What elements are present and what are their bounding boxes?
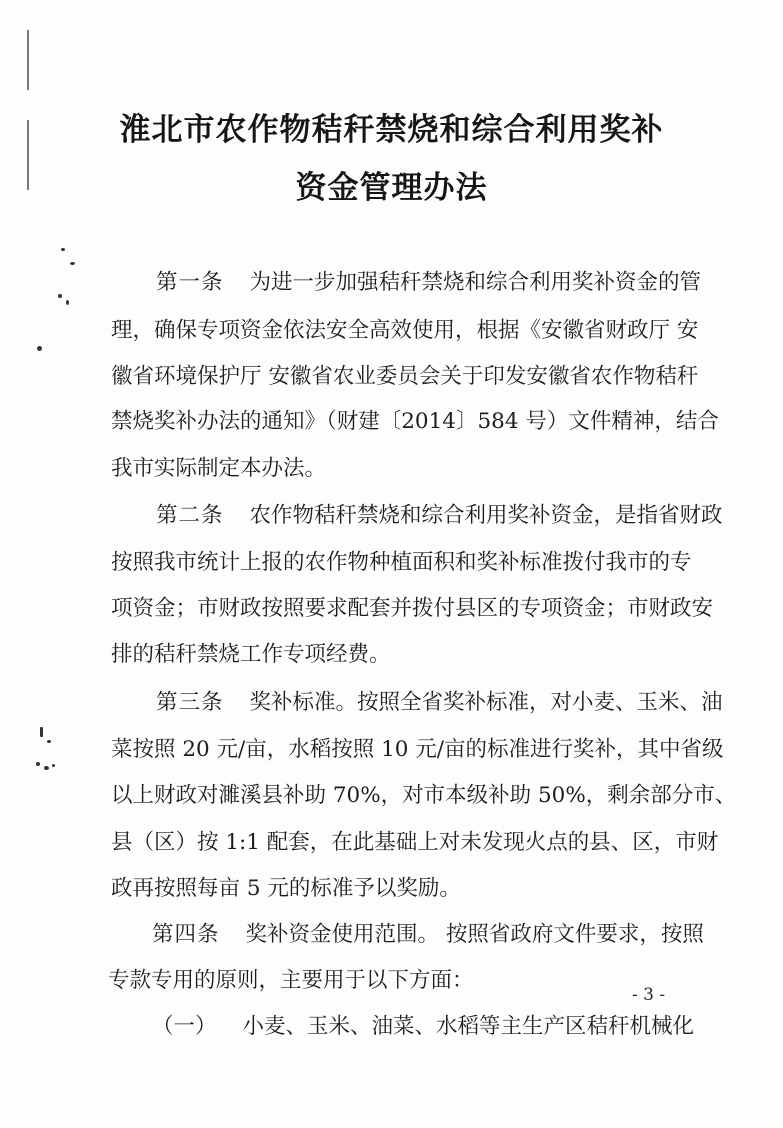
article-1-line: 理，确保专项资金依法安全高效使用，根据《安徽省财政厅 安 — [111, 318, 699, 343]
scan-speck — [44, 766, 49, 770]
article-1-line: 徽省环境保护厅 安徽省农业委员会关于印发安徽省农作物秸秆 — [111, 364, 699, 389]
article-3-line: 政再按照每亩 5 元的标准予以奖励。 — [111, 876, 461, 901]
scan-speck — [36, 762, 40, 766]
scan-speck — [58, 294, 62, 298]
scan-speck — [52, 764, 55, 767]
article-1-text: 为进一步加强秸秆禁烧和综合利用奖补资金的管 — [249, 270, 702, 295]
article-3-label: 第三条 — [156, 690, 224, 715]
scan-speck — [37, 346, 42, 351]
scan-speck — [40, 727, 43, 737]
scan-margin-line — [27, 30, 29, 90]
article-3-line: 以上财政对濉溪县补助 70%，对市本级补助 50%，剩余部分市、 — [111, 783, 737, 808]
scan-speck — [61, 248, 65, 251]
article-3-line: 菜按照 20 元/亩，水稻按照 10 元/亩的标准进行奖补，其中省级 — [111, 737, 724, 762]
document-title-line-2: 资金管理办法 — [295, 170, 488, 206]
article-2-line: 项资金；市财政按照要求配套并拨付县区的专项资金；市财政安 — [111, 596, 714, 621]
item-1-label: （一） — [152, 1014, 217, 1039]
scan-speck — [47, 740, 51, 743]
article-2-text: 农作物秸秆禁烧和综合利用奖补资金，是指省财政 — [249, 503, 723, 528]
article-3-first-line — [156, 688, 723, 718]
article-4-label: 第四条 — [152, 922, 220, 947]
document-title-line-1: 淮北市农作物秸秆禁烧和综合利用奖补 — [119, 112, 664, 148]
article-1-label: 第一条 — [156, 270, 224, 295]
article-3-text: 奖补标准。按照全省奖补标准，对小麦、玉米、油 — [249, 690, 723, 715]
article-1-first-line — [156, 268, 701, 298]
article-2-label: 第二条 — [156, 503, 224, 528]
article-2-line: 排的秸秆禁烧工作专项经费。 — [111, 642, 391, 667]
scan-speck — [70, 262, 75, 265]
article-4-line: 专款专用的原则，主要用于以下方面： — [108, 968, 474, 993]
article-1-line: 禁烧奖补办法的通知》（财建〔2014〕584 号）文件精神，结合 — [111, 409, 719, 434]
page-number: - 3 - — [632, 985, 666, 1005]
item-1-line — [152, 1012, 694, 1042]
article-3-line: 县（区）按 1:1 配套，在此基础上对未发现火点的县、区，市财 — [111, 830, 719, 855]
article-2-line: 按照我市统计上报的农作物种植面积和奖补标准拨付我市的专 — [111, 550, 692, 575]
article-2-first-line — [156, 501, 723, 531]
item-1-text: 小麦、玉米、油菜、水稻等主生产区秸秆机械化 — [242, 1014, 695, 1039]
article-1-line: 我市实际制定本办法。 — [111, 456, 327, 481]
article-4-first-line — [152, 920, 704, 950]
article-4-text: 奖补资金使用范围。 按照省政府文件要求，按照 — [245, 922, 704, 947]
scan-speck — [66, 300, 69, 305]
